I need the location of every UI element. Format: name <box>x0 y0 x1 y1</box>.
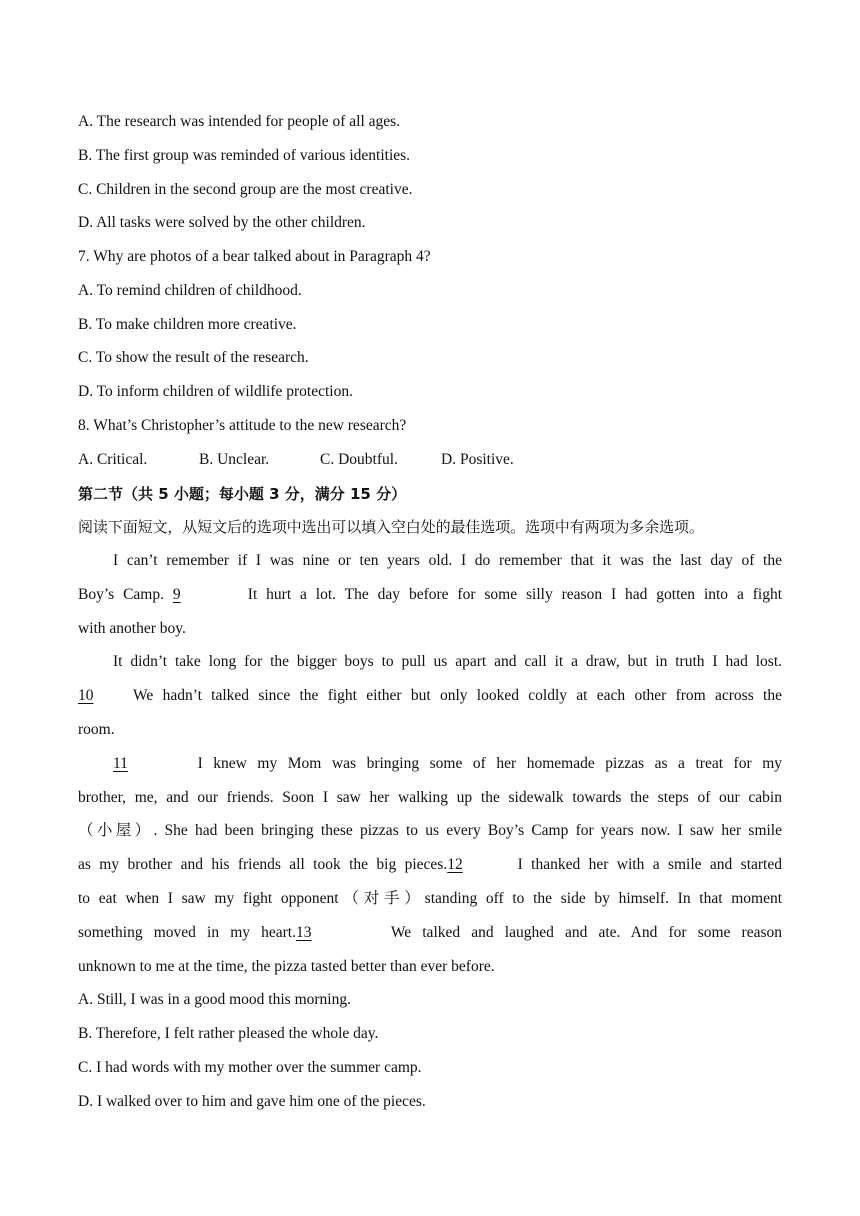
q7-option-d: D. To inform children of wildlife protection. <box>78 383 353 400</box>
passage-text: It hurt a lot. The day before for some silly reason I had gotten into a fight <box>247 586 783 603</box>
section-heading: 第二节（共 5 小题；每小题 3 分，满分 15 分） <box>78 485 407 503</box>
q6-option-c: C. Children in the second group are the most creative. <box>78 181 413 198</box>
passage-p3-line7: unknown to me at the time, the pizza tasted better than ever before. <box>78 958 495 975</box>
q8-option-b: B. Unclear. <box>199 451 270 468</box>
q7-option-b: B. To make children more creative. <box>78 316 297 333</box>
passage-text: Boy’s Camp. <box>78 586 164 603</box>
passage-option-b: B. Therefore, I felt rather pleased the whole day. <box>78 1025 379 1042</box>
blank-9: 9 <box>172 586 181 603</box>
blank-11: 11 <box>113 755 128 772</box>
passage-text: I knew my Mom was bringing some of her homemade pizzas as a treat for my <box>197 755 782 772</box>
passage-text: We hadn’t talked since the fight either but only looked coldly at each other from across the <box>133 687 782 704</box>
passage-text: I thanked her with a smile and started <box>517 856 782 873</box>
passage-option-a: A. Still, I was in a good mood this morning. <box>78 991 351 1008</box>
blank-12: 12 <box>447 856 463 873</box>
passage-text: We talked and laughed and ate. And for some reason <box>390 924 782 941</box>
passage-p3-line2: brother, me, and our friends. Soon I saw her walking up the sidewalk towards the steps of our cabin <box>78 789 782 806</box>
passage-p3-line4 <box>78 855 782 875</box>
q6-option-b: B. The first group was reminded of various identities. <box>78 147 411 164</box>
passage-text: as my brother and his friends all took the big pieces. <box>78 856 448 873</box>
blank-10: 10 <box>78 687 94 704</box>
passage-option-d: D. I walked over to him and gave him one of the pieces. <box>78 1093 426 1110</box>
passage-p1-line3: with another boy. <box>78 620 186 637</box>
q8-option-a: A. Critical. <box>78 451 148 468</box>
q8-stem: 8. What’s Christopher’s attitude to the new research? <box>78 417 407 434</box>
q7-option-a: A. To remind children of childhood. <box>78 282 302 299</box>
section-instruction: 阅读下面短文，从短文后的选项中选出可以填入空白处的最佳选项。选项中有两项为多余选项。 <box>78 518 704 536</box>
passage-p1-line2 <box>78 585 782 605</box>
q6-option-a: A. The research was intended for people of all ages. <box>78 113 401 130</box>
passage-text: something moved in my heart. <box>78 924 296 941</box>
passage-p3-line6 <box>78 923 782 943</box>
blank-13: 13 <box>296 924 312 941</box>
passage-p3-line1 <box>78 754 782 774</box>
passage-p1-line1: I can’t remember if I was nine or ten years old. I do remember that it was the last day of the <box>113 552 782 569</box>
q8-option-d: D. Positive. <box>441 451 514 468</box>
passage-p2-line2 <box>78 686 782 706</box>
passage-p3-line3: （小屋）. She had been bringing these pizzas to us every Boy’s Camp for years now. I saw her smile <box>78 822 782 839</box>
q8-options <box>78 450 514 470</box>
passage-p2-line1: It didn’t take long for the bigger boys to pull us apart and call it a draw, but in truth I had lost. <box>113 653 782 670</box>
passage-p2-line3: room. <box>78 721 115 738</box>
q8-option-c: C. Doubtful. <box>320 451 398 468</box>
passage-option-c: C. I had words with my mother over the summer camp. <box>78 1059 422 1076</box>
passage-p3-line5: to eat when I saw my fight opponent（对手）standing off to the side by himself. In that moment <box>78 890 782 907</box>
q6-option-d: D. All tasks were solved by the other children. <box>78 214 366 231</box>
q7-stem: 7. Why are photos of a bear talked about in Paragraph 4? <box>78 248 431 265</box>
q7-option-c: C. To show the result of the research. <box>78 349 309 366</box>
